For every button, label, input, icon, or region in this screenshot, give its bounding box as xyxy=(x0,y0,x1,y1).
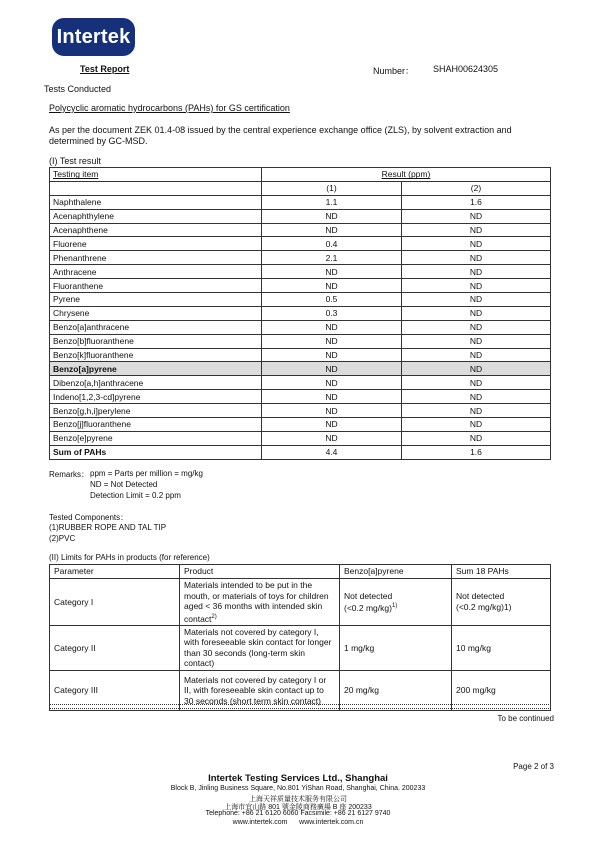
col-header-result-text: Result (ppm) xyxy=(381,169,431,180)
result-row xyxy=(50,306,551,320)
remarks-line-1: ppm = Parts per million = mg/kg xyxy=(90,469,203,478)
footer-address: Block B, Jinling Business Square, No.801 YiShan Road, Shanghai, China. 200233 xyxy=(170,785,426,792)
number-value: SHAH00624305 xyxy=(433,64,499,74)
number-label: Number： xyxy=(373,66,415,76)
result-value-2: ND xyxy=(402,265,551,279)
result-row xyxy=(50,279,551,293)
limits-product-text: Materials intended to be put in the mouth, or materials of toys for children aged < 36 months with intended skin contact xyxy=(184,580,329,624)
result-row xyxy=(50,265,551,279)
result-value-2: 1.6 xyxy=(402,445,551,459)
results-table xyxy=(49,167,551,460)
result-item: Chrysene xyxy=(50,306,262,320)
limits-param: Category II xyxy=(50,625,180,670)
limits-bap xyxy=(340,579,452,626)
result-item: Indeno[1,2,3-cd]pyrene xyxy=(50,390,262,404)
result-row xyxy=(50,390,551,404)
result-value-2: ND xyxy=(402,376,551,390)
limits-param: Category III xyxy=(50,670,180,710)
result-row xyxy=(50,334,551,348)
subheader-1: (1) xyxy=(262,181,402,195)
components-label: Tested Components： xyxy=(49,513,129,522)
subheader-2: (2) xyxy=(402,181,551,195)
result-value-1: ND xyxy=(262,209,402,223)
limits-sum: 200 mg/kg xyxy=(452,670,551,710)
remarks-line-2: ND = Not Detected xyxy=(90,480,158,489)
section-title: Tests Conducted xyxy=(44,84,112,94)
result-value-1: ND xyxy=(262,223,402,237)
result-value-2: ND xyxy=(402,251,551,265)
limits-sum: 10 mg/kg xyxy=(452,625,551,670)
result-value-2: ND xyxy=(402,279,551,293)
result-value-2: ND xyxy=(402,404,551,418)
result-row xyxy=(50,404,551,418)
result-row xyxy=(50,195,551,209)
limits-product xyxy=(180,579,340,626)
result-value-1: 4.4 xyxy=(262,445,402,459)
result-value-2: ND xyxy=(402,334,551,348)
result-row xyxy=(50,445,551,459)
result-value-1: 2.1 xyxy=(262,251,402,265)
result-item: Acenaphthene xyxy=(50,223,262,237)
result-row xyxy=(50,431,551,445)
col-header-item-text: Testing item xyxy=(53,169,99,180)
result-value-2: ND xyxy=(402,293,551,307)
remarks-line-3: Detection Limit = 0.2 ppm xyxy=(90,491,181,500)
limits-bap-sup: 1) xyxy=(391,603,398,609)
result-row xyxy=(50,362,551,376)
result-item: Phenanthrene xyxy=(50,251,262,265)
result-value-2: ND xyxy=(402,431,551,445)
result-value-1: 1.1 xyxy=(262,195,402,209)
test-title: Polycyclic aromatic hydrocarbons (PAHs) for GS certification xyxy=(49,103,290,113)
limits-header-bap: Benzo[a]pyrene xyxy=(340,565,452,579)
result-value-1: ND xyxy=(262,404,402,418)
intro-line-1: As per the document ZEK 01.4-08 issued by the central experience exchange office (ZLS), by solvent extraction and xyxy=(49,125,512,135)
result-row xyxy=(50,293,551,307)
footer-phone: Telephone: +86 21 6120 6060 Facsimile: +86 21 6127 9740 xyxy=(205,810,391,817)
result-value-2: ND xyxy=(402,418,551,432)
footer-company: Intertek Testing Services Ltd., Shanghai xyxy=(208,773,388,784)
result-item: Naphthalene xyxy=(50,195,262,209)
component-1: (1)RUBBER ROPE AND TAL TIP xyxy=(49,523,167,532)
result-item: Fluorene xyxy=(50,237,262,251)
result-value-2: ND xyxy=(402,348,551,362)
result-value-1: ND xyxy=(262,390,402,404)
limits-table xyxy=(49,564,551,711)
result-item: Benzo[k]fluoranthene xyxy=(50,348,262,362)
limits-bap-text: Not detected (<0.2 mg/kg) xyxy=(344,590,393,613)
result-value-1: ND xyxy=(262,348,402,362)
result-item: Anthracene xyxy=(50,265,262,279)
result-row xyxy=(50,251,551,265)
limits-product: Materials not covered by category I, with foreseeable skin contact for longer than 30 seconds (long-term skin contact) xyxy=(180,625,340,670)
result-value-1: ND xyxy=(262,431,402,445)
result-value-2: ND xyxy=(402,223,551,237)
result-value-2: ND xyxy=(402,306,551,320)
result-item: Benzo[a]pyrene xyxy=(50,362,262,376)
col-header-item xyxy=(50,168,262,182)
intertek-logo: Intertek xyxy=(52,18,135,56)
limits-product-sup: 2) xyxy=(211,613,217,620)
result-value-2: ND xyxy=(402,237,551,251)
continued-note: To be continued xyxy=(497,714,554,723)
result-item: Dibenzo[a,h]anthracene xyxy=(50,376,262,390)
result-value-2: ND xyxy=(402,390,551,404)
result-value-1: 0.5 xyxy=(262,293,402,307)
result-value-1: 0.4 xyxy=(262,237,402,251)
result-value-1: 0.3 xyxy=(262,306,402,320)
result-value-1: ND xyxy=(262,320,402,334)
limits-bap: 1 mg/kg xyxy=(340,625,452,670)
result-row xyxy=(50,223,551,237)
dotted-divider xyxy=(49,704,551,709)
footer-web: www.intertek.com www.intertek.com.cn xyxy=(232,819,364,826)
result-value-2: 1.6 xyxy=(402,195,551,209)
intro-line-2: determined by GC-MSD. xyxy=(49,136,148,146)
result-value-1: ND xyxy=(262,279,402,293)
limits-caption: (II) Limits for PAHs in products (for reference) xyxy=(49,553,210,562)
result-value-1: ND xyxy=(262,362,402,376)
result-item: Pyrene xyxy=(50,293,262,307)
result-item: Acenaphthylene xyxy=(50,209,262,223)
result-item: Benzo[e]pyrene xyxy=(50,431,262,445)
result-value-1: ND xyxy=(262,418,402,432)
blank-cell xyxy=(50,181,262,195)
result-row xyxy=(50,237,551,251)
result-item: Benzo[g,h,i]perylene xyxy=(50,404,262,418)
result-item: Benzo[j]fluoranthene xyxy=(50,418,262,432)
limits-bap: 20 mg/kg xyxy=(340,670,452,710)
result-value-2: ND xyxy=(402,320,551,334)
footer-cn-name: 上海天祥质量技术服务有限公司 xyxy=(249,796,347,803)
result-row xyxy=(50,348,551,362)
limits-header-parameter: Parameter xyxy=(50,565,180,579)
result-row xyxy=(50,376,551,390)
result-value-1: ND xyxy=(262,376,402,390)
results-caption: (I) Test result xyxy=(49,156,101,166)
result-item: Benzo[a]anthracene xyxy=(50,320,262,334)
result-item: Fluoranthene xyxy=(50,279,262,293)
result-value-2: ND xyxy=(402,209,551,223)
footer-cn-address: 上海市宜山路 801 號金陵商務廣場 B 座 200233 xyxy=(224,804,372,811)
component-2: (2)PVC xyxy=(49,534,76,543)
result-row xyxy=(50,320,551,334)
col-header-result xyxy=(262,168,551,182)
result-item: Benzo[b]fluoranthene xyxy=(50,334,262,348)
limits-sum: Not detected (<0.2 mg/kg)1) xyxy=(452,579,551,626)
page-number: Page 2 of 3 xyxy=(513,762,554,771)
result-value-1: ND xyxy=(262,265,402,279)
limits-header-product: Product xyxy=(180,565,340,579)
limits-product: Materials not covered by category I or II, with foreseeable skin contact up to 30 seconds (short term skin contact) xyxy=(180,670,340,710)
remarks-label: Remarks： xyxy=(49,470,90,479)
result-row xyxy=(50,418,551,432)
limits-param: Category I xyxy=(50,579,180,626)
result-item: Sum of PAHs xyxy=(50,445,262,459)
result-value-2: ND xyxy=(402,362,551,376)
report-label: Test Report xyxy=(80,64,130,74)
limits-header-sum: Sum 18 PAHs xyxy=(452,565,551,579)
result-row xyxy=(50,209,551,223)
result-value-1: ND xyxy=(262,334,402,348)
